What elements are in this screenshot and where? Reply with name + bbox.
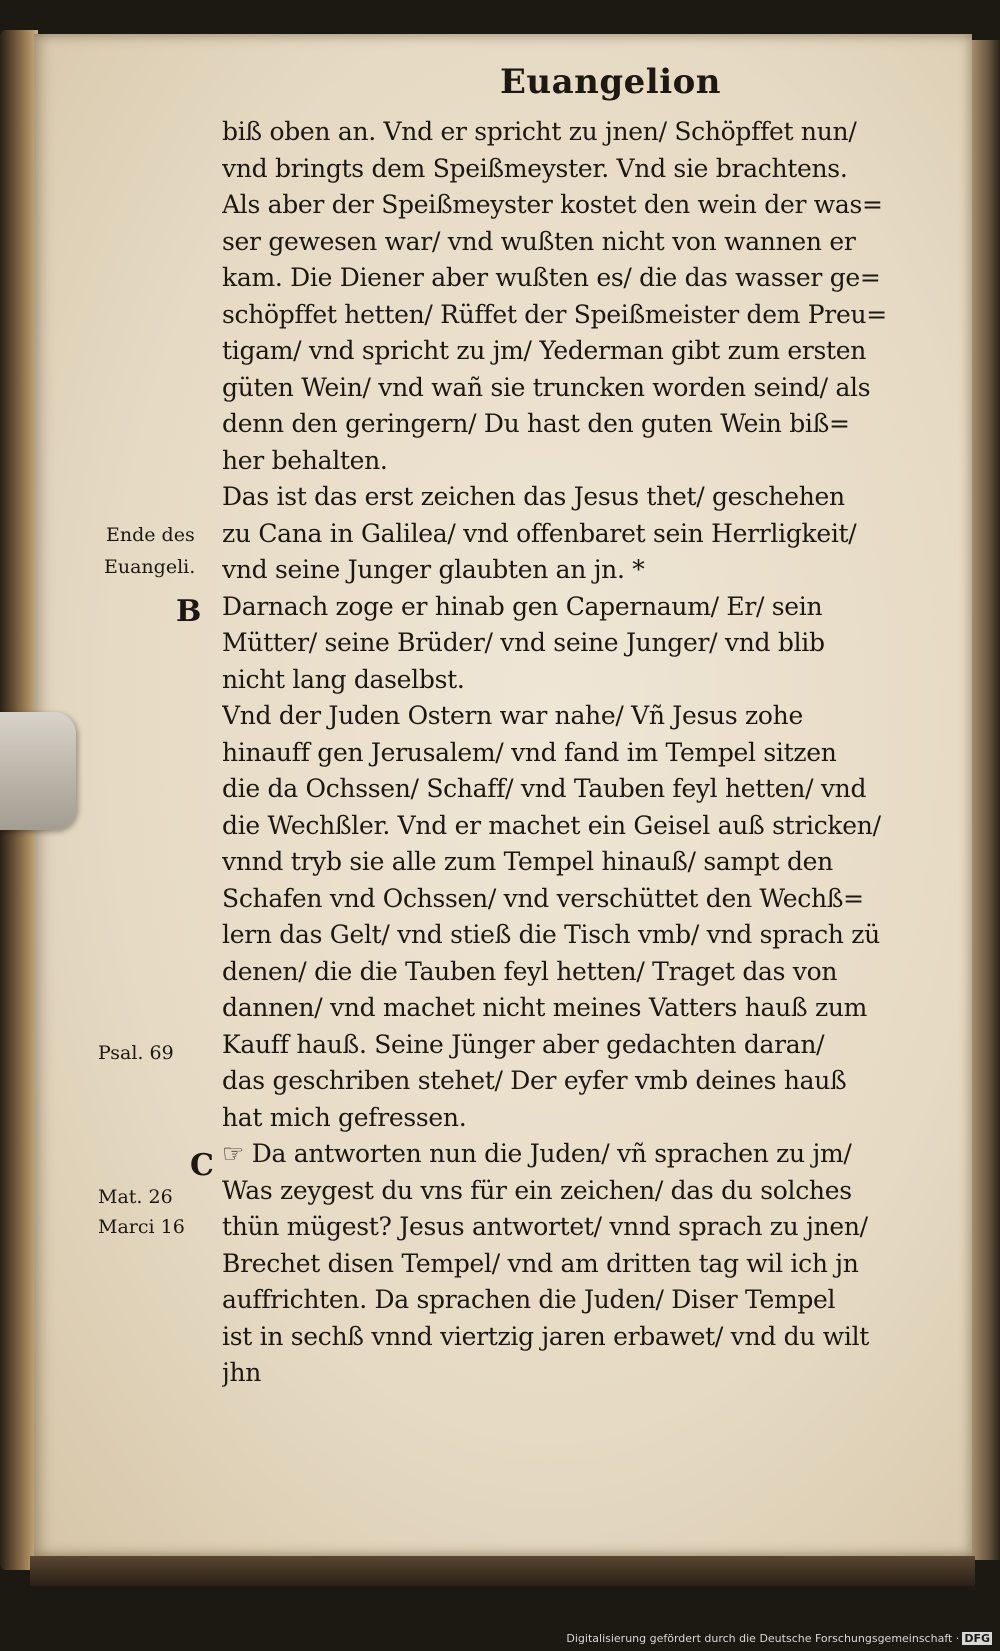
text-line: ist in sechß vnnd viertzig jaren erbawet/ vnd du wilt xyxy=(222,1321,870,1351)
text-line: die Wechßler. Vnd er machet ein Geisel auß stricken/ xyxy=(222,810,881,840)
text-line: hinauff gen Jerusalem/ vnd fand im Tempel sitzen xyxy=(222,737,837,767)
text-line: vnd bringts dem Speißmeyster. Vnd sie brachtens. xyxy=(222,153,848,183)
text-line: tigam/ vnd spricht zu jm/ Yederman gibt zum ersten xyxy=(222,336,867,365)
margin-note-mat: Mat. 26 xyxy=(98,1186,173,1208)
text-line: Das ist das erst zeichen das Jesus thet/ geschehen xyxy=(222,482,845,511)
text-line: denn den geringern/ Du hast den guten Wein biß= xyxy=(222,409,850,438)
text-line: Was zeygest du vns für ein zeichen/ das du solches xyxy=(222,1175,852,1205)
margin-note-ende-line1: Ende des xyxy=(106,524,195,546)
section-marker-c: C xyxy=(190,1148,214,1183)
running-title: Euangelion xyxy=(500,62,722,102)
text-line: Vnd der Juden Ostern war nahe/ Vñ Jesus zohe xyxy=(222,701,803,730)
text-line: ☞ Da antworten nun die Juden/ vñ sprachen zu jm/ xyxy=(222,1139,852,1168)
text-line: Als aber der Speißmeyster kostet den wein der was= xyxy=(222,190,883,219)
text-line: denen/ die die Tauben feyl hetten/ Traget das von xyxy=(222,956,838,986)
page-clip xyxy=(0,712,76,830)
credit-text: Digitalisierung gefördert durch die Deutsche Forschungsgemeinschaft · xyxy=(566,1632,960,1645)
text-line: kam. Die Diener aber wußten es/ die das wasser ge= xyxy=(222,263,881,292)
text-line: hat mich gefressen. xyxy=(222,1102,467,1132)
text-line: zu Cana in Galilea/ vnd offenbaret sein Herrligkeit/ xyxy=(222,518,857,548)
text-line: dannen/ vnd machet nicht meines Vatters hauß zum xyxy=(222,993,868,1022)
text-line: güten Wein/ vnd wañ sie truncken worden seind/ als xyxy=(222,372,871,402)
text-line: vnd seine Junger glaubten an jn. * xyxy=(222,555,645,584)
text-line: Darnach zoge er hinab gen Capernaum/ Er/ sein xyxy=(222,591,823,621)
text-line: biß oben an. Vnd er spricht zu jnen/ Schöpffet nun/ xyxy=(222,117,857,146)
section-marker-b: B xyxy=(176,594,202,629)
margin-note-psalm: Psal. 69 xyxy=(98,1042,174,1064)
digitization-credit xyxy=(566,1632,992,1645)
margin-note-marci: Marci 16 xyxy=(98,1216,185,1238)
text-line: Brechet disen Tempel/ vnd am dritten tag wil ich jn xyxy=(222,1248,859,1278)
text-line: das geschriben stehet/ Der eyfer vmb deines hauß xyxy=(222,1066,847,1095)
text-line: Mütter/ seine Brüder/ vnd seine Junger/ vnd blib xyxy=(222,628,825,657)
dfg-logo: DFG xyxy=(964,1632,990,1645)
text-line: lern das Gelt/ vnd stieß die Tisch vmb/ vnd sprach zü xyxy=(222,920,880,949)
text-line: vnnd tryb sie alle zum Tempel hinauß/ sampt den xyxy=(222,847,833,876)
text-line: auffrichten. Da sprachen die Juden/ Diser Tempel xyxy=(222,1285,836,1314)
page-bottom-edge xyxy=(30,1556,975,1586)
text-line: ser gewesen war/ vnd wußten nicht von wannen er xyxy=(222,226,856,256)
text-line: die da Ochssen/ Schaff/ vnd Tauben feyl hetten/ vnd xyxy=(222,774,867,803)
margin-note-ende-line2: Euangeli. xyxy=(104,556,196,578)
text-line: Schafen vnd Ochssen/ vnd verschüttet den Wechß= xyxy=(222,883,864,913)
text-line: thün mügest? Jesus antwortet/ vnnd sprach zu jnen/ xyxy=(222,1212,868,1241)
text-line: schöpffet hetten/ Rüffet der Speißmeister dem Preu= xyxy=(222,299,887,329)
text-line: Kauff hauß. Seine Jünger aber gedachten daran/ xyxy=(222,1029,825,1059)
text-line: her behalten. xyxy=(222,445,388,475)
body-text xyxy=(222,114,962,1392)
text-line: jhn xyxy=(222,1358,262,1387)
text-line: nicht lang daselbst. xyxy=(222,664,465,694)
